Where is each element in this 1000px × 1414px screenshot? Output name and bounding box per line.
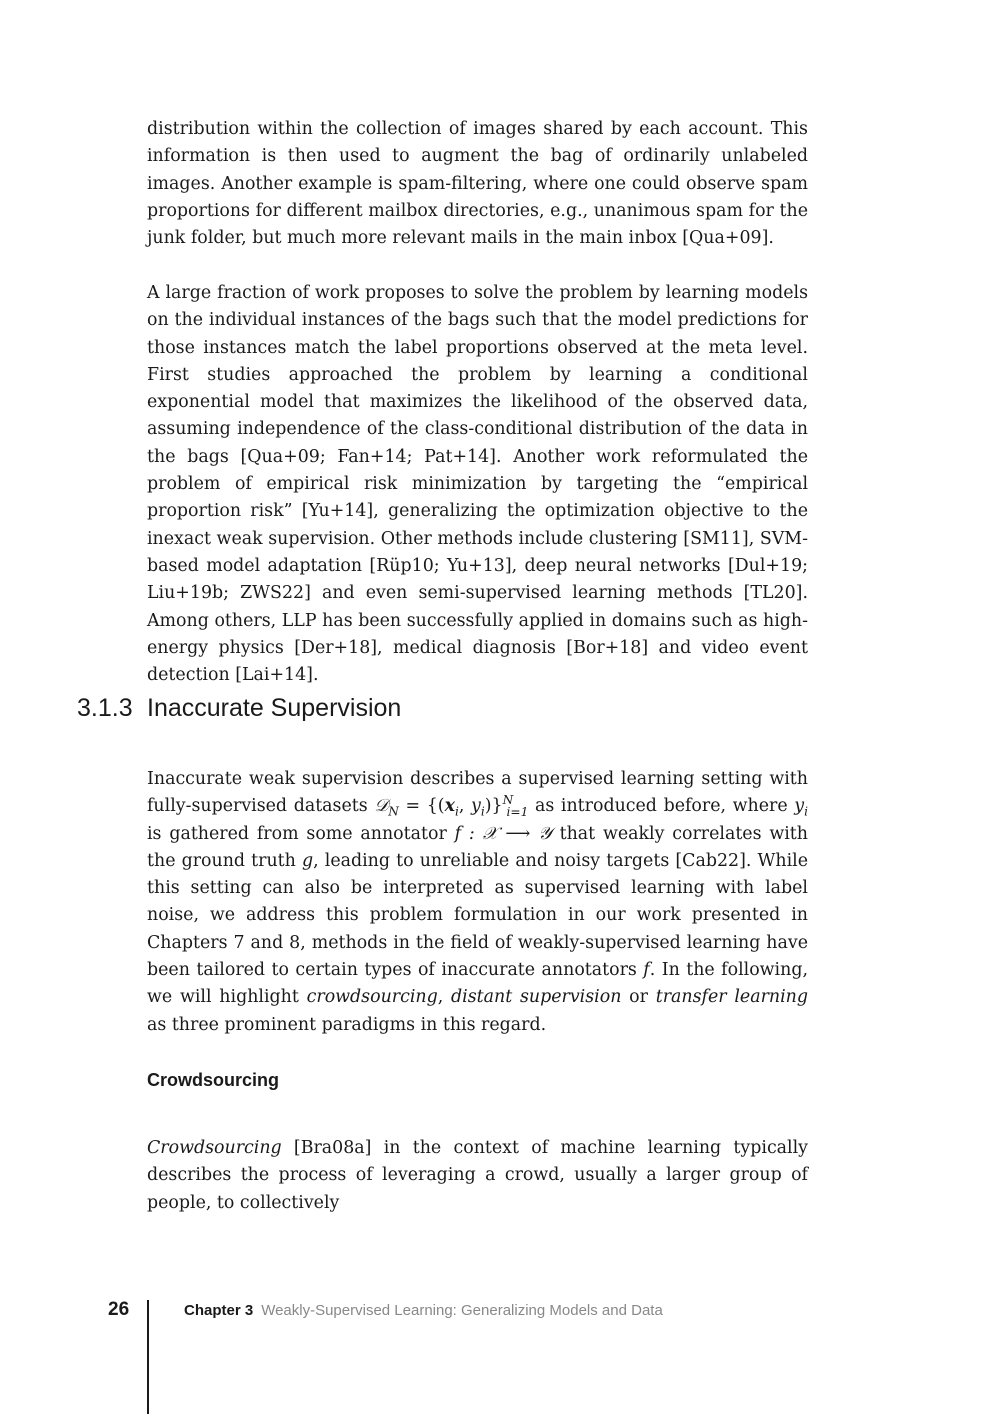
text-run: as introduced before, where [528,796,795,817]
emphasis-term: crowdsourcing [306,987,438,1008]
math-subscript: i=1 [506,804,529,819]
math-symbol: y [471,796,481,817]
text-run: is gathered from some annotator [147,823,455,844]
math-yi [794,796,809,819]
emphasis-term: Crowdsourcing [147,1138,282,1158]
text-run: . In the following, we will highlight [147,960,808,1008]
paragraph-llp-examples: distribution within the collection of images shared by each account. This information is then used to augment the bag of ordinarily unlabeled images. Another example is spam-filtering, where one could observe spam proportions for different mailbox directories, e.g., unanimous spam for the junk folder, but much more relevant mails in the main inbox [Qua+09]. [147,119,808,249]
emphasis-term: transfer learning [655,987,808,1008]
text-run: or [621,987,656,1008]
math-symbol: y [794,796,805,817]
section-title: Inaccurate Supervision [147,694,402,722]
text-run: Inaccurate weak supervision describes a supervised learning setting with fully-supervised datasets [147,769,808,817]
text-run: that weakly correlates with the ground truth [147,823,808,871]
math-annotator: f [643,960,650,981]
text-run: [Bra08a] in the context of machine learning typically describes the process of leveraging a crowd, usually a larger group of people, to collectively [147,1138,808,1213]
math-symbol: 𝒙 [444,796,455,817]
math-dataset [374,793,529,819]
math-annotator-map: f : 𝒳 ⟶ 𝒴 [454,823,552,844]
math-superscript: N [502,793,514,808]
section-number: 3.1.3 [77,694,133,722]
section-heading [77,694,401,723]
footer-chapter-label: Chapter 3 [184,1302,254,1319]
text-run: , leading to unreliable and noisy targets [Cab22]. While this setting can also be interpreted as supervised learning with label noise, we address this problem formulation in our work presented in Chapters 7 and 8, methods in the field of weakly-supervised learning have been tailored to certain types of inaccurate annotators [147,850,808,981]
math-subscript: i [454,804,459,819]
math-symbol: = {( [398,796,445,817]
math-symbol: )} [484,796,503,817]
subsection-heading: Crowdsourcing [147,1070,280,1090]
text-run: , [437,987,452,1008]
footer-divider [147,1300,149,1414]
math-subscript: i [804,804,809,819]
math-subscript: N [388,804,399,819]
emphasis-term: distant supervision [451,987,622,1008]
paragraph-inaccurate-supervision [147,766,808,1039]
running-footer [184,1302,663,1319]
text-run: as three prominent paradigms in this regard. [147,1014,547,1035]
math-subscript: i [480,804,485,819]
math-symbol: 𝒟 [374,796,389,817]
math-symbol: , [458,796,471,817]
paragraph-llp-methods: A large fraction of work proposes to solve the problem by learning models on the individual instances of the bags such that the model predictions for those instances match the label proportions observed at the meta level. First studies approached the problem by learning a conditional exponential model that maximizes the likelihood of the observed data, assuming independence of the class-conditional distribution of the data in the bags [Qua+09; Fan+14; Pat+14]. Another work reformulated the problem of empirical risk minimization by targeting the “empirical proportion risk” [Yu+14], generalizing the optimization objective to the inexact weak supervision. Other methods include clustering [SM11], SVM-based model adaptation [Rüp10; Yu+13], deep neural networks [Dul+19; Liu+19b; ZWS22] and even semi-supervised learning methods [TL20]. Among others, LLP has been successfully applied in domains such as high-energy physics [Der+18], medical diagnosis [Bor+18] and video event detection [Lai+14]. [147,283,808,686]
paragraph-crowdsourcing [147,1135,808,1217]
footer-chapter-title: Weakly-Supervised Learning: Generalizing Models and Data [261,1302,663,1319]
math-ground-truth: g [301,850,314,871]
page-number: 26 [108,1299,130,1320]
